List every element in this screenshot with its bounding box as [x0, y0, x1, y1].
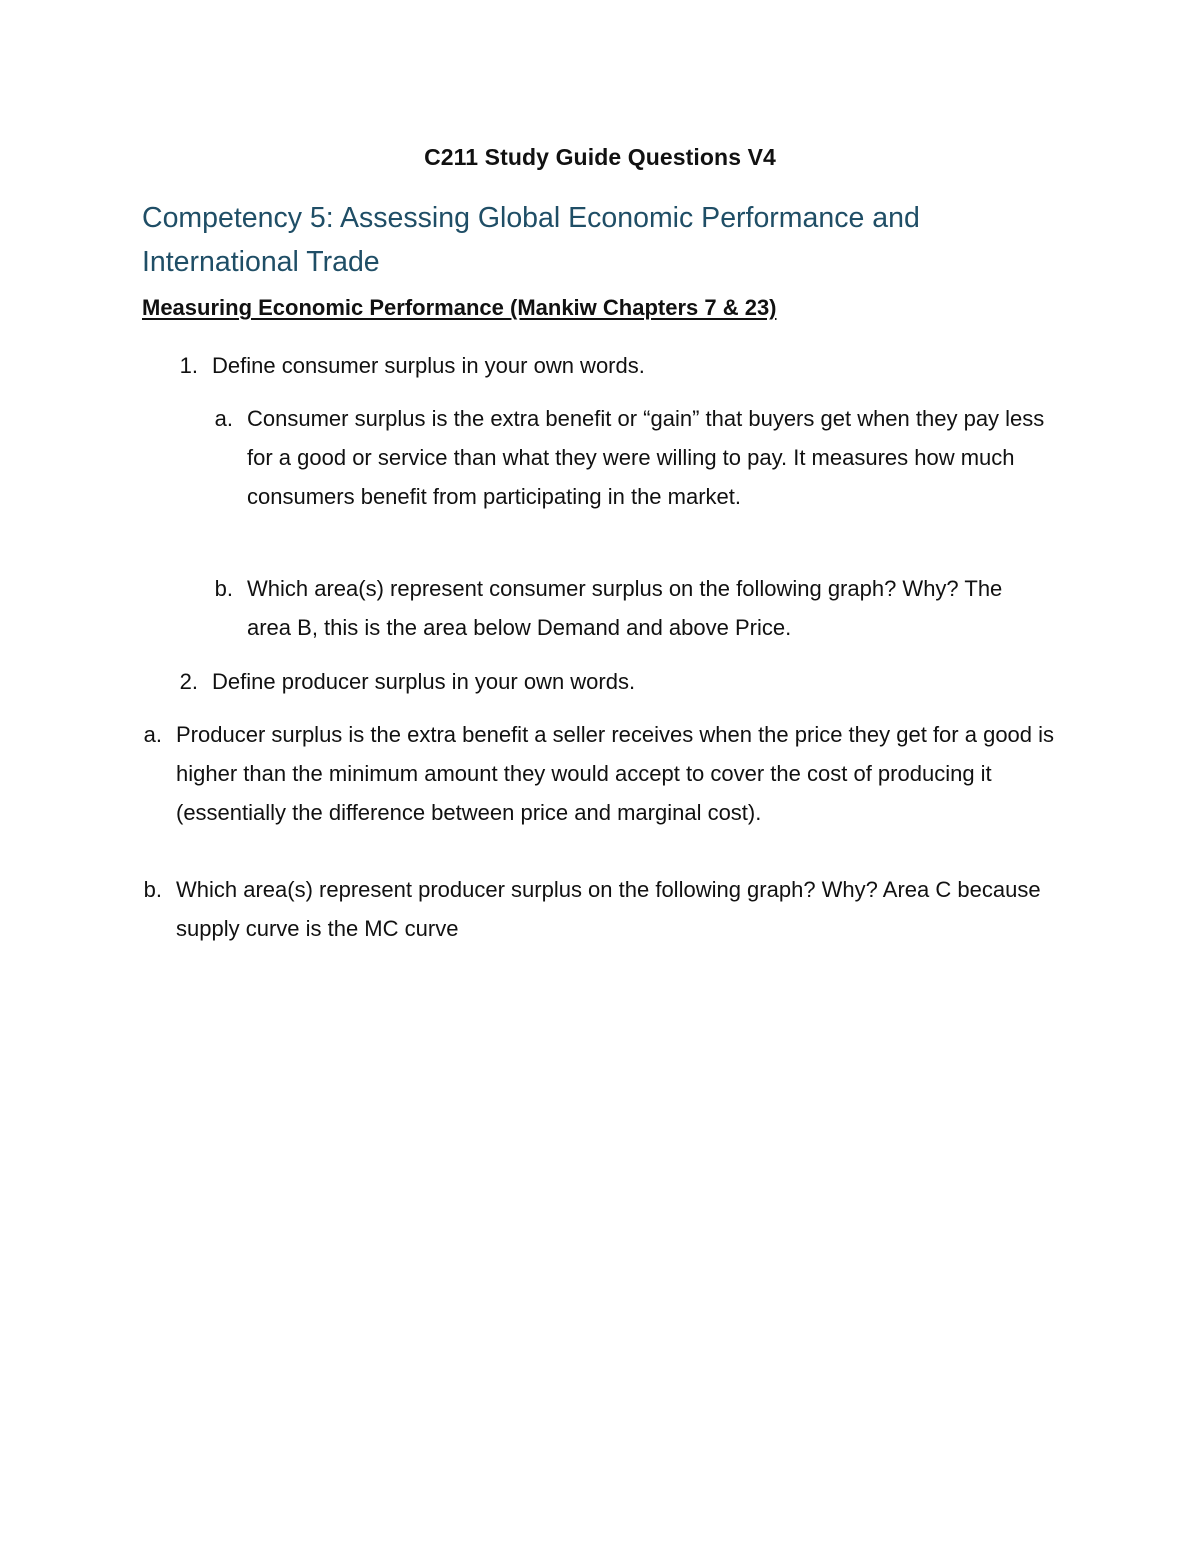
question-1-answer-b [0, 569, 1200, 649]
question-2-text: Define producer surplus in your own words. [212, 669, 636, 694]
question-2-number: 2. [179, 669, 198, 694]
question-1 [0, 346, 1200, 386]
answer-marker: b. [214, 576, 233, 601]
answer-text: Which area(s) represent producer surplus on the following graph? Why? Area C because supply curve is the MC curve [176, 877, 1041, 941]
answer-text: Consumer surplus is the extra benefit or “gain” that buyers get when they pay less for a good or service than what they were willing to pay. It measures how much consumers benefit from participating in the market. [247, 406, 1045, 509]
answer-marker: b. [143, 877, 162, 902]
question-1-text: Define consumer surplus in your own words. [212, 353, 645, 378]
document-title: C211 Study Guide Questions V4 [424, 144, 776, 170]
question-2-answer-b [0, 870, 1200, 950]
answer-text: Producer surplus is the extra benefit a seller receives when the price they get for a good is higher than the minimum amount they would accept to cover the cost of producing it (essentially the difference between price and marginal cost). [176, 722, 1055, 825]
question-1-number: 1. [179, 353, 198, 378]
section-heading: Measuring Economic Performance (Mankiw Chapters 7 & 23) [142, 295, 777, 320]
competency-heading: Competency 5: Assessing Global Economic Performance and International Trade [142, 202, 920, 278]
answer-marker: a. [214, 406, 233, 431]
question-1-answer-a [0, 399, 1200, 559]
question-2 [0, 662, 1200, 702]
answer-text: Which area(s) represent consumer surplus on the following graph? Why? The area B, this is the area below Demand and above Price. [247, 576, 1003, 640]
question-2-answer-a [0, 715, 1200, 875]
answer-marker: a. [143, 722, 162, 747]
